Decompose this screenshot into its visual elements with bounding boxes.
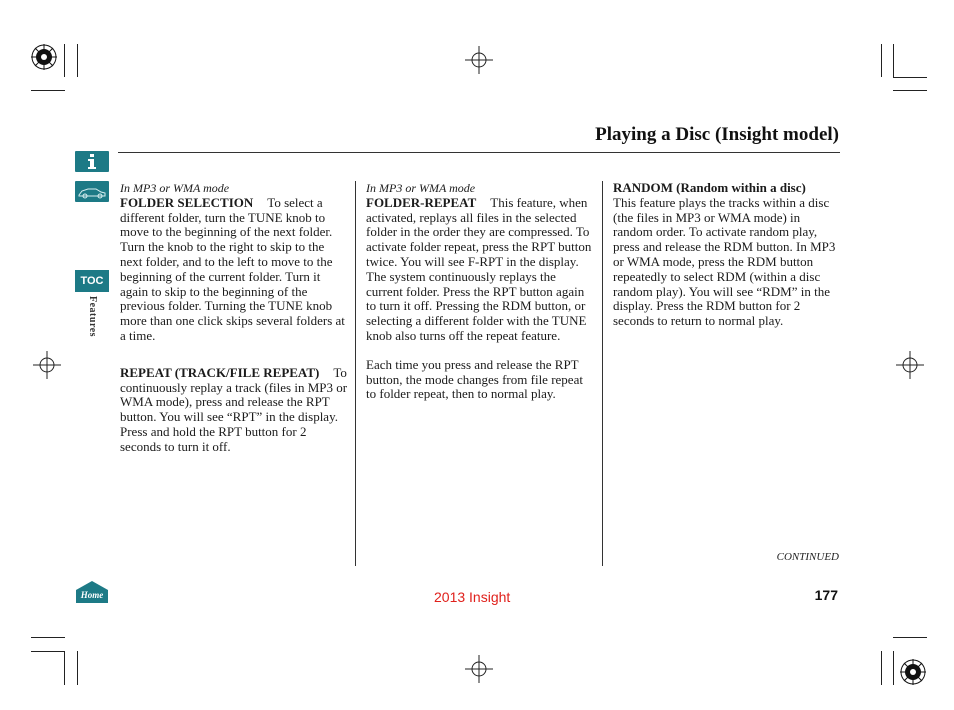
random-paragraph xyxy=(613,181,841,329)
column-3 xyxy=(613,181,841,329)
section-body: This feature, when activated, replays all files in the selected folder in the order they are compressed. To activate folder repeat, press the RPT button twice. You will see F-RPT in the display. The system continuously replays the current folder. Press the RPT button again to turn it off. Pressing the RDM button, or selecting a different folder with the TUNE knob also turns off the repeat feature. xyxy=(366,194,592,343)
registration-crosshair-icon xyxy=(33,351,61,379)
registration-sunburst-icon xyxy=(899,658,927,686)
continued-label: CONTINUED xyxy=(776,551,839,563)
registration-crosshair-icon xyxy=(896,351,924,379)
section-label: Features xyxy=(87,296,98,338)
page-number: 177 xyxy=(814,587,838,603)
column-2 xyxy=(366,181,594,402)
repeat-paragraph xyxy=(120,366,348,455)
section-heading: FOLDER SELECTION xyxy=(120,194,254,210)
mode-note: In MP3 or WMA mode xyxy=(366,181,476,195)
column-1 xyxy=(120,181,348,455)
folder-repeat-paragraph xyxy=(366,196,594,344)
section-heading: FOLDER-REPEAT xyxy=(366,194,477,210)
section-heading: REPEAT (TRACK/FILE REPEAT) xyxy=(120,364,320,380)
footer-model: 2013 Insight xyxy=(434,589,511,605)
section-body: This feature plays the tracks within a disc (the files in MP3 or WMA mode) in random order. To activate random play, press and release the RDM button. In MP3 or WMA mode, press the RDM button repeatedly to select RDM (within a disc random play). You will see “RDM” in the display. Press the RDM button for 2 seconds to return to normal play. xyxy=(613,194,836,329)
column-divider xyxy=(602,181,603,566)
registration-sunburst-icon xyxy=(30,43,58,71)
car-icon xyxy=(75,181,109,202)
mode-cycle-paragraph: Each time you press and release the RPT button, the mode changes from file repeat to folder repeat, then to normal play. xyxy=(366,356,583,402)
home-label: Home xyxy=(80,590,104,600)
mode-note: In MP3 or WMA mode xyxy=(120,181,230,195)
registration-crosshair-icon xyxy=(465,46,493,74)
vehicle-tab[interactable] xyxy=(75,181,109,202)
home-button[interactable] xyxy=(74,580,110,604)
home-icon xyxy=(74,580,110,604)
page-title: Playing a Disc (Insight model) xyxy=(595,124,839,145)
toc-button[interactable]: TOC xyxy=(75,270,109,292)
folder-selection-paragraph xyxy=(120,196,348,344)
column-divider xyxy=(355,181,356,566)
title-rule xyxy=(118,152,840,153)
info-tab[interactable] xyxy=(75,151,109,172)
registration-crosshair-icon xyxy=(465,655,493,683)
section-heading: RANDOM (Random within a disc) xyxy=(613,180,806,195)
section-body: To continuously replay a track (files in MP3 or WMA mode), press and release the RPT button. You will see “RPT” in the display. Press and hold the RPT button for 2 seconds to turn it off. xyxy=(120,364,348,454)
info-icon xyxy=(75,151,109,172)
section-body: To select a different folder, turn the TUNE knob to move to the beginning of the next folder. Turn the knob to the right to skip to the next folder, and to the left to move to the beginning of the current folder. Turn it again to skip to the beginning of the previous folder. Turning the TUNE knob more than one click skips several folders at a time. xyxy=(120,194,345,343)
